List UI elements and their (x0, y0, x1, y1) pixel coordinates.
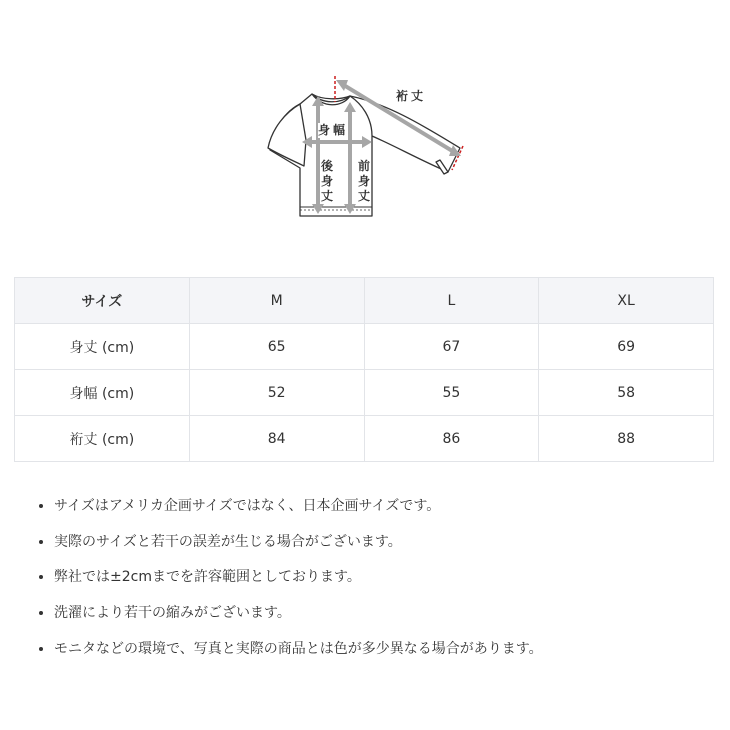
table-row (15, 324, 714, 370)
table-row (15, 416, 714, 462)
note-item: • 洗濯により若干の縮みがございます。 (54, 601, 730, 637)
row-label: 身丈 (cm) (15, 324, 190, 370)
left-sleeve-outline (268, 104, 306, 166)
table-cell: 69 (539, 324, 714, 370)
note-item: • 弊社では±2cmまでを許容範囲としております。 (54, 565, 730, 601)
sleeve-length-label: 裄丈 (396, 89, 427, 103)
size-table-header (15, 278, 714, 324)
sweatshirt-illustration (0, 0, 730, 240)
table-row (15, 370, 714, 416)
size-diagram (0, 0, 730, 240)
front-length-label: 前身丈 (357, 159, 370, 203)
header-xl: XL (539, 278, 714, 324)
table-cell: 88 (539, 416, 714, 462)
body-width-label: 身幅 (318, 123, 349, 137)
table-cell: 58 (539, 370, 714, 416)
notes-list (30, 494, 730, 672)
table-cell: 52 (189, 370, 364, 416)
table-cell: 65 (189, 324, 364, 370)
table-cell: 55 (364, 370, 539, 416)
header-l: L (364, 278, 539, 324)
note-item: • モニタなどの環境で、写真と実際の商品とは色が多少異なる場合があります。 (54, 637, 730, 673)
back-length-label: 後身丈 (320, 159, 333, 203)
header-m: M (189, 278, 364, 324)
note-item: • サイズはアメリカ企画サイズではなく、日本企画サイズです。 (54, 494, 730, 530)
note-item: • 実際のサイズと若干の誤差が生じる場合がございます。 (54, 530, 730, 566)
row-label: 身幅 (cm) (15, 370, 190, 416)
table-cell: 86 (364, 416, 539, 462)
table-cell: 67 (364, 324, 539, 370)
table-cell: 84 (189, 416, 364, 462)
size-table (14, 277, 714, 462)
row-label: 裄丈 (cm) (15, 416, 190, 462)
header-size: サイズ (15, 278, 190, 324)
